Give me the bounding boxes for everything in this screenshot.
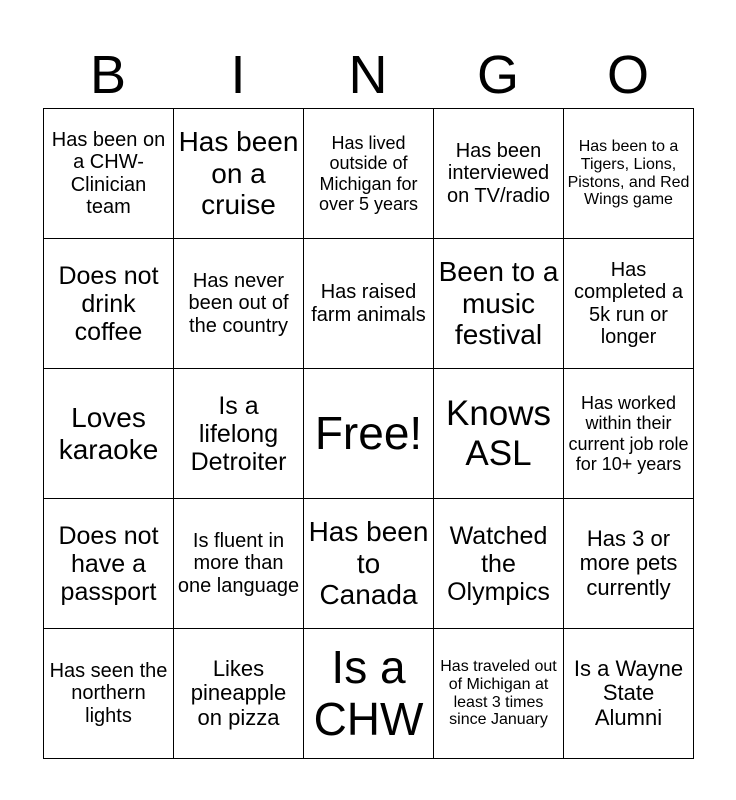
cell-text: Has been on a cruise — [178, 126, 299, 221]
cell-text: Has been to Canada — [308, 516, 429, 611]
cell-text: Has been on a CHW-Clinician team — [51, 128, 166, 218]
bingo-cell[interactable] — [434, 239, 564, 369]
bingo-cell[interactable] — [564, 499, 694, 629]
bingo-cell[interactable] — [564, 369, 694, 499]
bingo-cell[interactable] — [174, 629, 304, 759]
bingo-cell[interactable] — [564, 109, 694, 239]
header-letter-b: B — [89, 45, 127, 105]
cell-text: Is fluent in more than one language — [177, 529, 300, 597]
cell-text: Has traveled out of Michigan at least 3 times since January — [440, 657, 557, 729]
cell-text: Is a Wayne State Alumni — [573, 655, 684, 730]
free-space-text: Free! — [314, 406, 423, 459]
cell-text: Likes pineapple on pizza — [190, 655, 287, 730]
bingo-card-grid — [43, 108, 694, 759]
bingo-cell[interactable] — [564, 239, 694, 369]
cell-text: Loves karaoke — [58, 402, 159, 465]
free-space-cell[interactable] — [304, 369, 434, 499]
cell-text: Is a CHW — [313, 640, 424, 745]
bingo-cell[interactable] — [304, 499, 434, 629]
cell-text: Has lived outside of Michigan for over 5 years — [318, 133, 419, 214]
bingo-cell[interactable] — [44, 109, 174, 239]
bingo-cell[interactable] — [44, 369, 174, 499]
bingo-cell[interactable] — [174, 369, 304, 499]
cell-text: Does not drink coffee — [58, 261, 159, 346]
bingo-cell[interactable] — [434, 499, 564, 629]
bingo-cell[interactable] — [304, 629, 434, 759]
bingo-cell[interactable] — [174, 499, 304, 629]
cell-text: Been to a music festival — [438, 256, 559, 351]
cell-text: Has raised farm animals — [311, 281, 426, 326]
bingo-header — [43, 44, 693, 106]
header-letter-i: I — [230, 45, 246, 105]
bingo-cell[interactable] — [434, 629, 564, 759]
bingo-cell[interactable] — [434, 369, 564, 499]
bingo-cell[interactable] — [564, 629, 694, 759]
cell-text: Has worked within their current job role for 10+ years — [568, 393, 689, 474]
header-letter-n: N — [348, 45, 388, 105]
bingo-cell[interactable] — [174, 239, 304, 369]
cell-text: Has 3 or more pets currently — [579, 525, 678, 600]
bingo-cell[interactable] — [44, 499, 174, 629]
header-letter-g: G — [476, 45, 519, 105]
cell-text: Has never been out of the country — [188, 269, 289, 337]
cell-text: Is a lifelong Detroiter — [190, 391, 287, 476]
bingo-cell[interactable] — [434, 109, 564, 239]
cell-text: Watched the Olympics — [447, 521, 550, 606]
header-letter-o: O — [606, 45, 649, 105]
cell-text: Has been to a Tigers, Lions, Pistons, and Red Wings game — [567, 137, 690, 209]
cell-text: Does not have a passport — [58, 521, 159, 606]
bingo-cell[interactable] — [304, 239, 434, 369]
cell-text: Has been interviewed on TV/radio — [446, 139, 551, 207]
bingo-cell[interactable] — [304, 109, 434, 239]
bingo-cell[interactable] — [44, 629, 174, 759]
cell-text: Knows ASL — [445, 394, 552, 473]
cell-text: Has completed a 5k run or longer — [574, 258, 683, 348]
bingo-cell[interactable] — [174, 109, 304, 239]
cell-text: Has seen the northern lights — [49, 659, 168, 727]
bingo-cell[interactable] — [44, 239, 174, 369]
